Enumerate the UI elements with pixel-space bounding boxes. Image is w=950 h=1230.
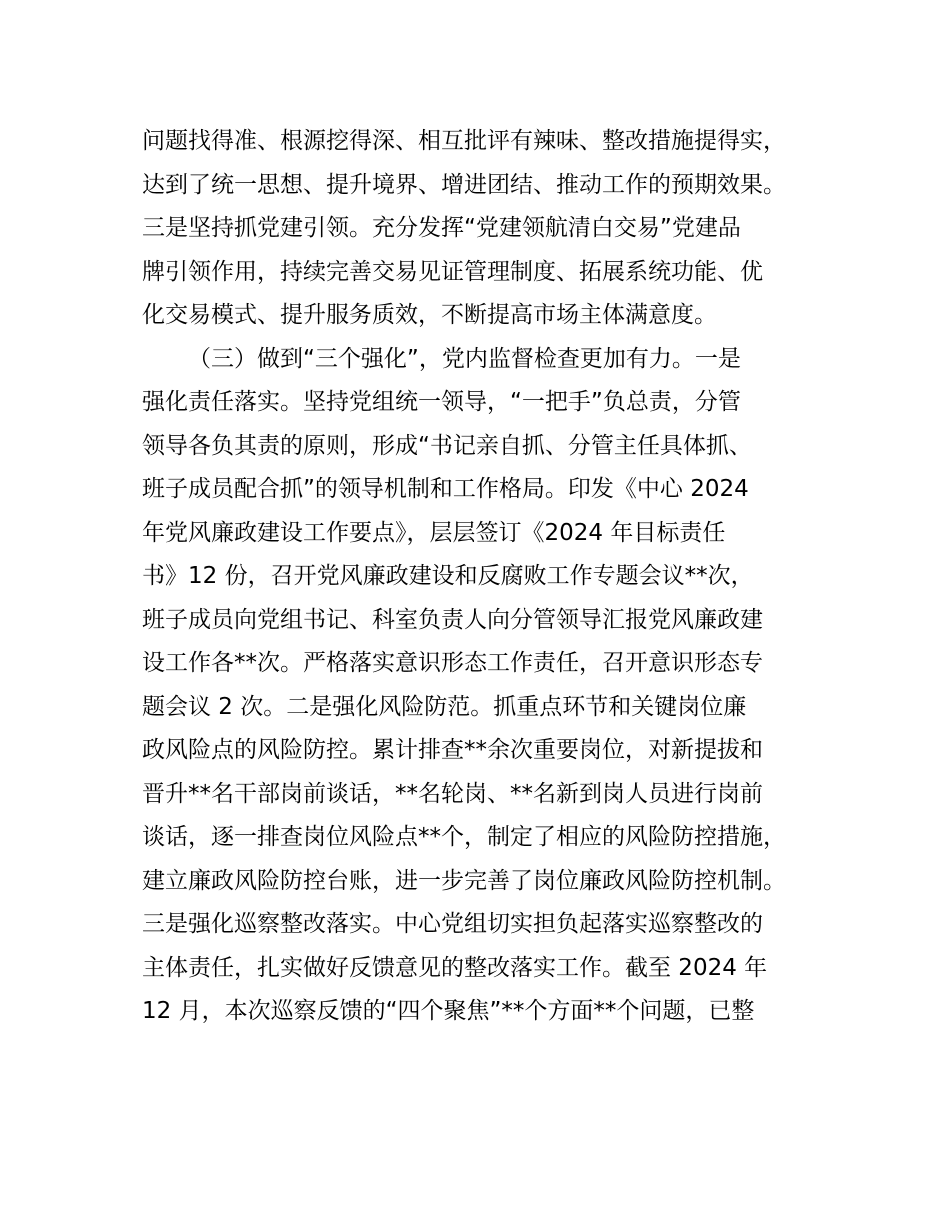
text-line: 谈话，逐一排查岗位风险点**个，制定了相应的风险防控措施， <box>142 824 786 850</box>
text-line: 牌引领作用，持续完善交易见证管理制度、拓展系统功能、优 <box>142 258 763 285</box>
text-line: 设工作各**次。严格落实意识形态工作责任，召开意识形态专 <box>142 650 763 676</box>
text-line: 年党风廉政建设工作要点》，层层签订《2024 年目标责任 <box>142 519 726 546</box>
text-line: 主体责任，扎实做好反馈意见的整改落实工作。截至 2024 年 <box>142 954 768 981</box>
text-line: 建立廉政风险防控台账，进一步完善了岗位廉政风险防控机制。 <box>142 867 786 894</box>
text-line: 三是强化巡察整改落实。中心党组切实担负起落实巡察整改的 <box>142 911 763 937</box>
text-line: 达到了统一思想、提升境界、增进团结、推动工作的预期效果。 <box>142 171 786 198</box>
text-line: 问题找得准、根源挖得深、相互批评有辣味、整改措施提得实， <box>142 128 786 154</box>
text-line: 领导各负其责的原则，形成“书记亲自抓、分管主任具体抓、 <box>142 432 752 459</box>
text-line: 12 月，本次巡察反馈的“四个聚焦”**个方面**个问题，已整 <box>142 998 755 1024</box>
text-line: 书》12 份，召开党风廉政建设和反腐败工作专题会议**次， <box>142 563 754 589</box>
text-line: 强化责任落实。坚持党组统一领导，“一把手”负总责，分管 <box>142 389 741 415</box>
text-line: 化交易模式、提升服务质效，不断提高市场主体满意度。 <box>142 302 717 328</box>
text-line: 班子成员配合抓”的领导机制和工作格局。印发《中心 2024 <box>142 476 749 502</box>
text-line: 政风险点的风险防控。累计排查**余次重要岗位，对新提拔和 <box>142 737 763 763</box>
text-line: 班子成员向党组书记、科室负责人向分管领导汇报党风廉政建 <box>142 606 763 633</box>
section-heading-line: （三）做到“三个强化”，党内监督检查更加有力。一是 <box>188 345 741 372</box>
document-body <box>142 120 842 1034</box>
text-line: 晋升**名干部岗前谈话，**名轮岗、**名新到岗人员进行岗前 <box>142 780 763 807</box>
text-line: 题会议 2 次。二是强化风险防范。抓重点环节和关键岗位廉 <box>142 693 747 720</box>
text-line: 三是坚持抓党建引领。充分发挥“党建领航清白交易”党建品 <box>142 215 741 241</box>
